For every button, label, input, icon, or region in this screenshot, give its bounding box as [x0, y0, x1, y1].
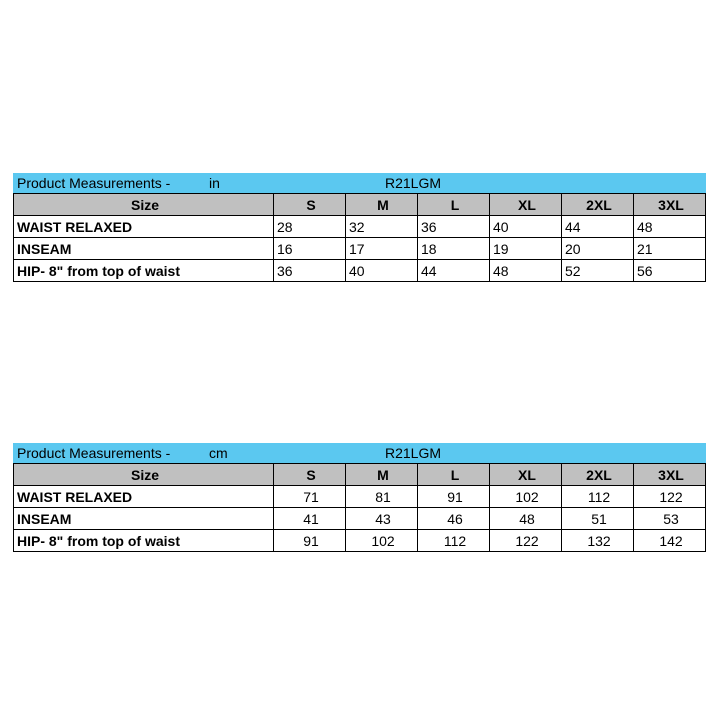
row-label: INSEAM: [14, 508, 274, 530]
table-unit: in: [209, 175, 220, 191]
cell-value: 44: [562, 216, 634, 238]
row-label: WAIST RELAXED: [14, 216, 274, 238]
cell-value: 17: [346, 238, 418, 260]
header-s: S: [274, 194, 346, 216]
table-row: [14, 216, 706, 238]
header-2xl: 2XL: [562, 194, 634, 216]
table-row: [14, 486, 706, 508]
cell-value: 71: [274, 486, 346, 508]
header-3xl: 3XL: [634, 194, 706, 216]
cell-value: 132: [562, 530, 634, 552]
cell-value: 36: [418, 216, 490, 238]
cell-value: 112: [562, 486, 634, 508]
table-unit: cm: [209, 445, 228, 461]
row-label: HIP- 8" from top of waist: [14, 260, 274, 282]
table-row: [14, 530, 706, 552]
table-row: [14, 508, 706, 530]
header-m: M: [346, 194, 418, 216]
header-xl: XL: [490, 464, 562, 486]
cell-value: 142: [634, 530, 706, 552]
header-row: [14, 194, 706, 216]
cell-value: 41: [274, 508, 346, 530]
header-size: Size: [14, 464, 274, 486]
table-row: [14, 260, 706, 282]
header-l: L: [418, 194, 490, 216]
measurements-table: [13, 463, 706, 552]
table-title-bar: [13, 173, 706, 193]
cell-value: 48: [634, 216, 706, 238]
cell-value: 91: [274, 530, 346, 552]
cell-value: 48: [490, 260, 562, 282]
cell-value: 51: [562, 508, 634, 530]
product-code: R21LGM: [385, 445, 442, 461]
cell-value: 18: [418, 238, 490, 260]
cell-value: 36: [274, 260, 346, 282]
cell-value: 81: [346, 486, 418, 508]
header-xl: XL: [490, 194, 562, 216]
cell-value: 48: [490, 508, 562, 530]
cell-value: 102: [346, 530, 418, 552]
cell-value: 53: [634, 508, 706, 530]
cell-value: 52: [562, 260, 634, 282]
table-title: Product Measurements -: [17, 175, 171, 191]
cell-value: 20: [562, 238, 634, 260]
row-label: HIP- 8" from top of waist: [14, 530, 274, 552]
cell-value: 46: [418, 508, 490, 530]
cell-value: 91: [418, 486, 490, 508]
cell-value: 112: [418, 530, 490, 552]
header-2xl: 2XL: [562, 464, 634, 486]
header-m: M: [346, 464, 418, 486]
header-size: Size: [14, 194, 274, 216]
cell-value: 102: [490, 486, 562, 508]
cell-value: 122: [490, 530, 562, 552]
header-l: L: [418, 464, 490, 486]
cell-value: 40: [490, 216, 562, 238]
row-label: INSEAM: [14, 238, 274, 260]
measurements-table: [13, 193, 706, 282]
table-row: [14, 238, 706, 260]
product-code: R21LGM: [385, 175, 442, 191]
header-s: S: [274, 464, 346, 486]
cell-value: 28: [274, 216, 346, 238]
cell-value: 56: [634, 260, 706, 282]
cell-value: 43: [346, 508, 418, 530]
header-row: [14, 464, 706, 486]
cell-value: 40: [346, 260, 418, 282]
cell-value: 16: [274, 238, 346, 260]
row-label: WAIST RELAXED: [14, 486, 274, 508]
size-chart-centimeters: [13, 443, 706, 552]
table-title: Product Measurements -: [17, 445, 171, 461]
cell-value: 21: [634, 238, 706, 260]
cell-value: 122: [634, 486, 706, 508]
cell-value: 32: [346, 216, 418, 238]
header-3xl: 3XL: [634, 464, 706, 486]
cell-value: 44: [418, 260, 490, 282]
size-chart-inches: [13, 173, 706, 282]
cell-value: 19: [490, 238, 562, 260]
table-title-bar: [13, 443, 706, 463]
